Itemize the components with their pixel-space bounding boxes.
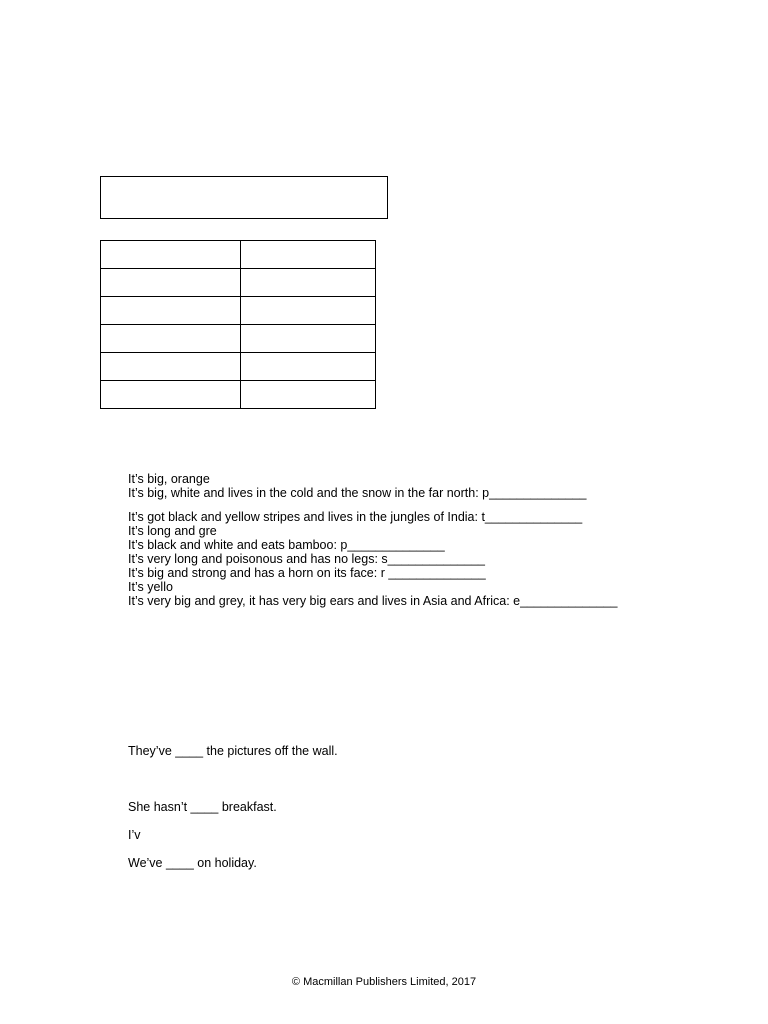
clue-line: It’s big and strong and has a horn on its face: r ______________ bbox=[128, 566, 486, 580]
clue-line: It’s big, white and lives in the cold and the snow in the far north: p______________ bbox=[128, 486, 587, 500]
copyright-footer: © Macmillan Publishers Limited, 2017 bbox=[291, 976, 477, 988]
table-cell bbox=[101, 381, 241, 409]
sentence-line: We’ve ____ on holiday. bbox=[128, 856, 257, 870]
table-cell bbox=[101, 241, 241, 269]
answer-grid bbox=[100, 240, 376, 409]
name-box bbox=[100, 176, 388, 219]
clue-line: It’s very long and poisonous and has no legs: s______________ bbox=[128, 552, 485, 566]
sentence-line: She hasn’t ____ breakfast. bbox=[128, 800, 277, 814]
table-row bbox=[101, 353, 376, 381]
table-cell bbox=[101, 325, 241, 353]
sentence-line: I’v bbox=[128, 828, 141, 842]
table-row bbox=[101, 297, 376, 325]
table-cell bbox=[241, 241, 376, 269]
sentence-line: They’ve ____ the pictures off the wall. bbox=[128, 744, 338, 758]
table-cell bbox=[241, 381, 376, 409]
table-row bbox=[101, 241, 376, 269]
table-cell bbox=[241, 269, 376, 297]
clue-line: It’s yello bbox=[128, 580, 173, 594]
clue-line: It’s got black and yellow stripes and lives in the jungles of India: t______________ bbox=[128, 510, 583, 524]
clue-line: It’s very big and grey, it has very big ears and lives in Asia and Africa: e______________ bbox=[128, 594, 618, 608]
table-cell bbox=[241, 325, 376, 353]
table-cell bbox=[101, 297, 241, 325]
spacer bbox=[128, 500, 617, 510]
table-row bbox=[101, 325, 376, 353]
clue-line: It’s black and white and eats bamboo: p______________ bbox=[128, 538, 445, 552]
clue-line: It’s big, orange bbox=[128, 472, 210, 486]
table-cell bbox=[241, 297, 376, 325]
table-row bbox=[101, 269, 376, 297]
animal-clues bbox=[128, 472, 617, 608]
table-cell bbox=[101, 353, 241, 381]
table-row bbox=[101, 381, 376, 409]
clue-line: It’s long and gre bbox=[128, 524, 217, 538]
table-cell bbox=[101, 269, 241, 297]
table-cell bbox=[241, 353, 376, 381]
